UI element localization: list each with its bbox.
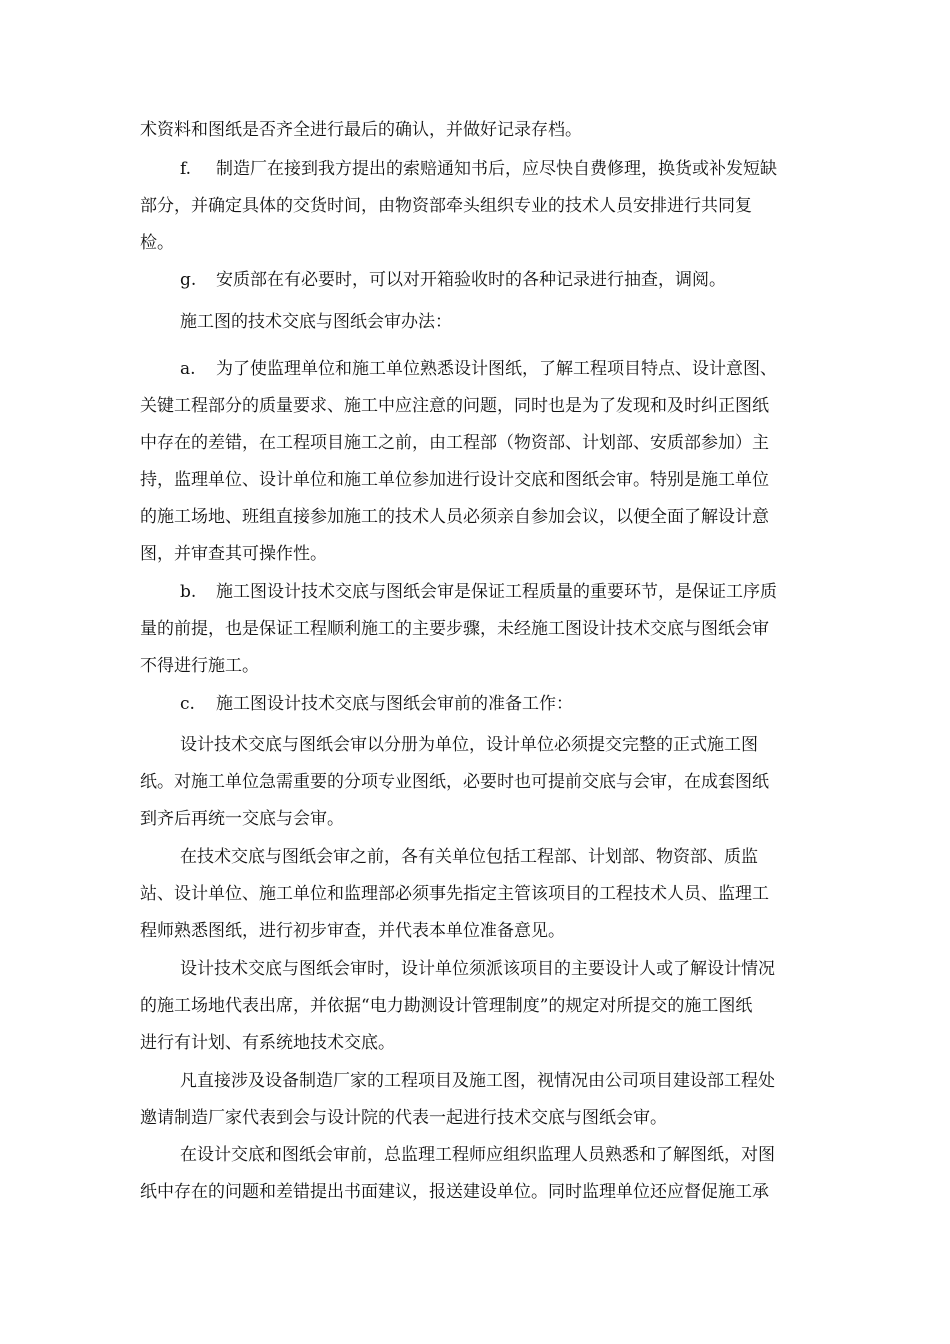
section-heading: 施工图的技术交底与图纸会审办法： — [180, 312, 452, 332]
text-line: 制造厂在接到我方提出的索赔通知书后，应尽快自费修理，换货或补发短缺 — [216, 159, 777, 179]
text-line: 在设计交底和图纸会审前，总监理工程师应组织监理人员熟悉和了解图纸，对图 — [180, 1145, 775, 1165]
list-marker: a. — [180, 359, 196, 379]
list-marker: f. — [180, 159, 192, 179]
text-line: 的施工场地代表出席，并依据“电力勘测设计管理制度”的规定对所提交的施工图纸 — [140, 996, 753, 1016]
text-line: 的施工场地、班组直接参加施工的技术人员必须亲自参加会议，以便全面了解设计意 — [140, 507, 769, 527]
text-line: 关键工程部分的质量要求、施工中应注意的问题，同时也是为了发现和及时纠正图纸 — [140, 396, 769, 416]
text-line: 进行有计划、有系统地技术交底。 — [140, 1033, 395, 1053]
text-line: 设计技术交底与图纸会审时，设计单位须派该项目的主要设计人或了解设计情况 — [180, 959, 775, 979]
list-marker: c. — [180, 694, 195, 714]
text-line: 在技术交底与图纸会审之前，各有关单位包括工程部、计划部、物资部、质监 — [180, 847, 758, 867]
text-line: 站、设计单位、施工单位和监理部必须事先指定主管该项目的工程技术人员、监理工 — [140, 884, 769, 904]
text-line: 设计技术交底与图纸会审以分册为单位，设计单位必须提交完整的正式施工图 — [180, 735, 758, 755]
text-line: 术资料和图纸是否齐全进行最后的确认，并做好记录存档。 — [140, 120, 582, 140]
text-line: 为了使监理单位和施工单位熟悉设计图纸，了解工程项目特点、设计意图、 — [216, 359, 777, 379]
text-line: 图，并审查其可操作性。 — [140, 544, 327, 564]
text-line: 纸中存在的问题和差错提出书面建议，报送建设单位。同时监理单位还应督促施工承 — [140, 1182, 769, 1202]
text-line: 邀请制造厂家代表到会与设计院的代表一起进行技术交底与图纸会审。 — [140, 1108, 667, 1128]
list-marker: g. — [180, 270, 197, 290]
text-line: 量的前提，也是保证工程顺利施工的主要步骤，未经施工图设计技术交底与图纸会审 — [140, 619, 769, 639]
text-line: 不得进行施工。 — [140, 656, 259, 676]
text-line: 持，监理单位、设计单位和施工单位参加进行设计交底和图纸会审。特别是施工单位 — [140, 470, 769, 490]
text-line: 部分，并确定具体的交货时间，由物资部牵头组织专业的技术人员安排进行共同复 — [140, 196, 752, 216]
text-line: 施工图设计技术交底与图纸会审是保证工程质量的重要环节，是保证工序质 — [216, 582, 777, 602]
text-line: 到齐后再统一交底与会审。 — [140, 809, 344, 829]
list-marker: b. — [180, 582, 197, 602]
text-line: 纸。对施工单位急需重要的分项专业图纸，必要时也可提前交底与会审，在成套图纸 — [140, 772, 769, 792]
text-line: 程师熟悉图纸，进行初步审查，并代表本单位准备意见。 — [140, 921, 565, 941]
text-line: 中存在的差错，在工程项目施工之前，由工程部（物资部、计划部、安质部参加）主 — [140, 433, 769, 453]
text-line: 安质部在有必要时，可以对开箱验收时的各种记录进行抽查，调阅。 — [216, 270, 726, 290]
text-line: 施工图设计技术交底与图纸会审前的准备工作： — [216, 694, 573, 714]
text-line: 检。 — [140, 233, 174, 253]
text-line: 凡直接涉及设备制造厂家的工程项目及施工图，视情况由公司项目建设部工程处 — [180, 1071, 775, 1091]
